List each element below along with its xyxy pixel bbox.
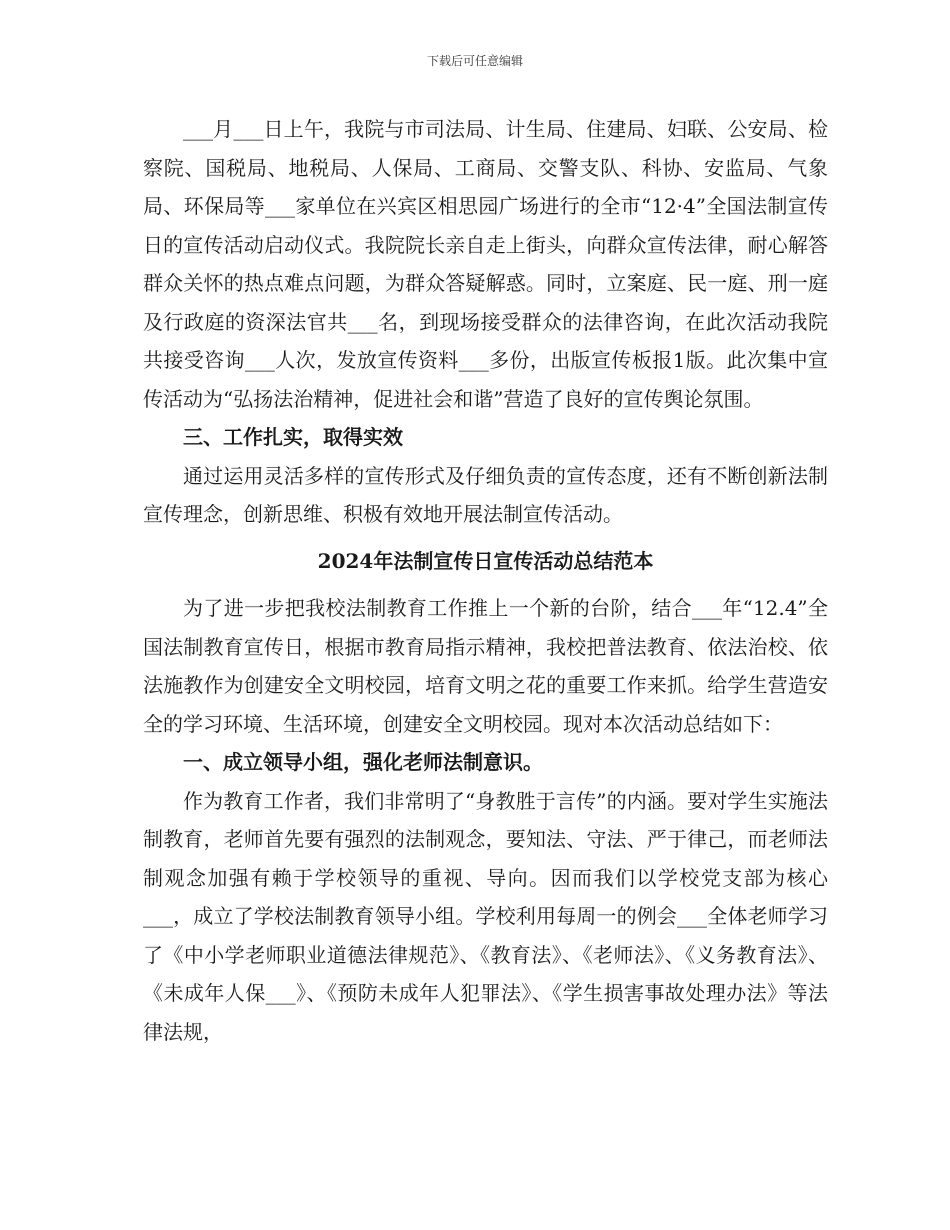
paragraph: 作为教育工作者，我们非常明了“身教胜于言传”的内涵。要对学生实施法制教育，老师首先要有强烈的法制观念，要知法、守法、严于律己，而老师法制观念加强有赖于学校领导的重视、导向。因而我们以学校党支部为核心___，成立了学校法制教育领导小组。学校利用每周一的例会___全体老师学习了《中小学老师职业道德法律规范》、《教育法》、《老师法》、《义务教育法》、《未成年人保___》、《预防未成年人犯罪法》、《学生损害事故处理办法》等法律法规， (143, 788, 828, 1044)
page-header: 下载后可任意编辑 (426, 54, 523, 68)
document-title: 2024年法制宣传日宣传活动总结范本 (317, 548, 654, 573)
paragraph: ___月___日上午，我院与市司法局、计生局、住建局、妇联、公安局、检察院、国税局、地税局、人保局、工商局、交警支队、科协、安监局、气象局、环保局等___家单位在兴宾区相思园广场进行的全市“12·4”全国法制宣传日的宣传活动启动仪式。我院院长亲自走上街头，向群众宣传法律，耐心解答群众关怀的热点难点问题，为群众答疑解惑。同时，立案庭、民一庭、刑一庭及行政庭的资深法官共___名，到现场接受群众的法律咨询，在此次活动我院共接受咨询___人次，发放宣传资料___多份，出版宣传板报1版。此次集中宣传活动为“弘扬法治精神，促进社会和谐”营造了良好的宣传舆论氛围。 (143, 117, 828, 411)
document-body (143, 110, 828, 1051)
section-heading: 一、成立领导小组，强化老师法制意识。 (183, 750, 543, 774)
paragraph: 为了进一步把我校法制教育工作推上一个新的台阶，结合___年“12.4”全国法制教育宣传日，根据市教育局指示精神，我校把普法教育、依法治校、依法施教作为创建安全文明校园，培育文明之花的重要工作来抓。给学生营造安全的学习环境、生活环境，创建安全文明校园。现对本次活动总结如下： (143, 596, 828, 736)
paragraph: 通过运用灵活多样的宣传形式及仔细负责的宣传态度，还有不断创新法制宣传理念，创新思维、积极有效地开展法制宣传活动。 (143, 463, 828, 526)
section-heading: 三、工作扎实，取得实效 (183, 425, 403, 449)
